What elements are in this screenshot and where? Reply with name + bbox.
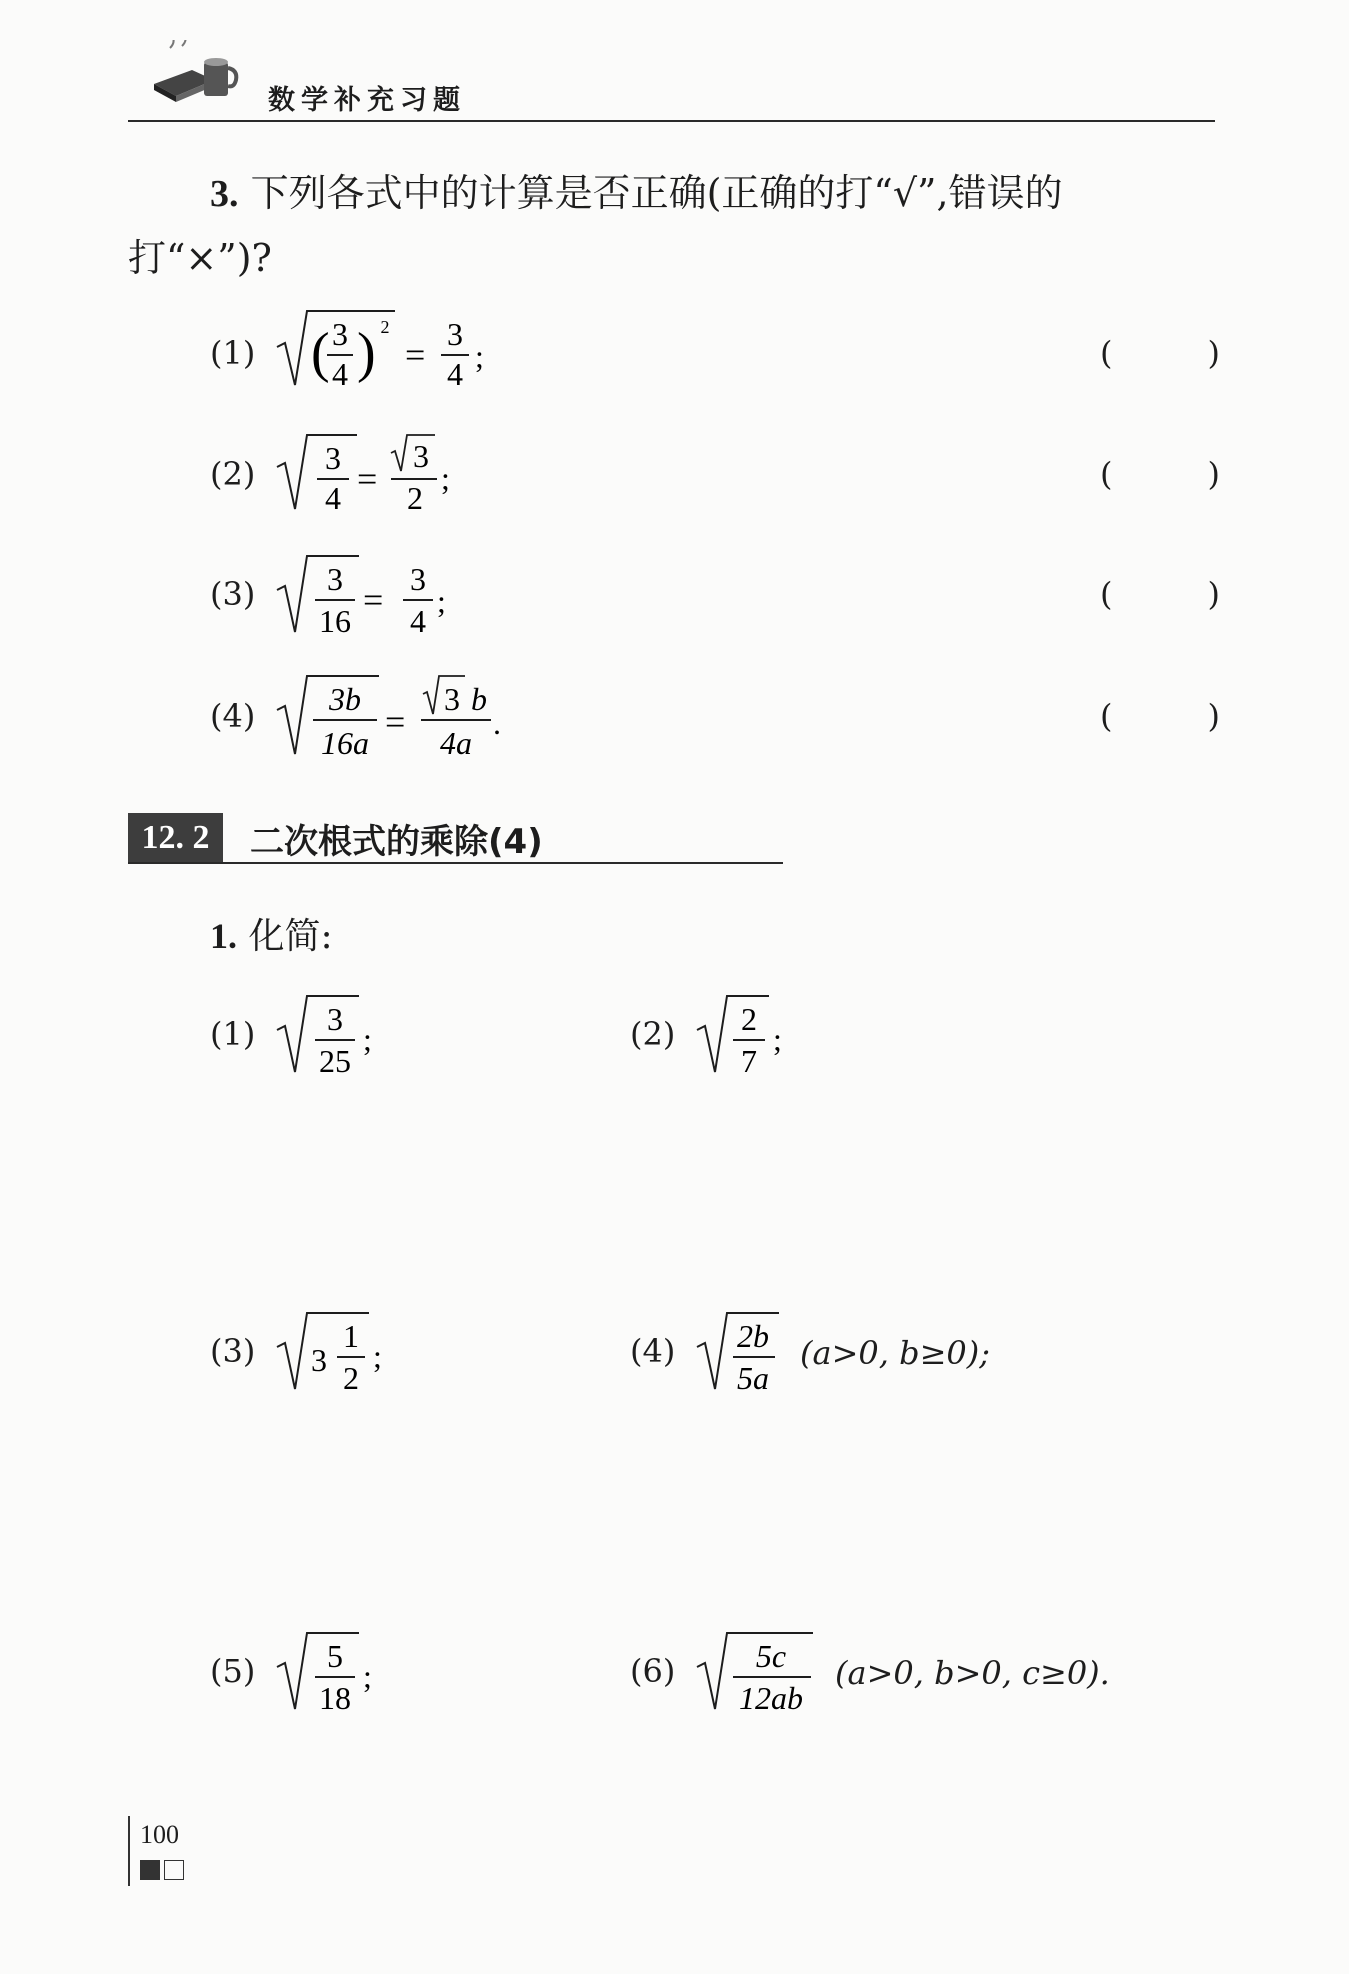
- q1-item6-condition: (a>0, b>0, c≥0).: [835, 1654, 1110, 1692]
- rhs-denominator: 4: [410, 603, 426, 638]
- q3-number: 3.: [210, 173, 239, 215]
- denominator: 25: [319, 1043, 351, 1078]
- q1-item1-formula: [275, 988, 415, 1078]
- q1-item5-formula: [275, 1625, 415, 1715]
- denominator: 5a: [737, 1360, 769, 1395]
- rhs-variable: b: [471, 681, 487, 717]
- footer-filled-square: [140, 1860, 160, 1880]
- denominator: 7: [741, 1043, 757, 1078]
- equals-sign: =: [363, 580, 384, 620]
- denominator: 18: [319, 1680, 351, 1715]
- q3-item1-answer-bracket[interactable]: ( ): [1100, 334, 1220, 372]
- terminator: ;: [363, 1658, 372, 1694]
- numerator: 3b: [329, 681, 361, 717]
- numerator: 5c: [755, 1638, 787, 1674]
- mixed-whole: 3: [311, 1342, 327, 1378]
- q3-item3-answer-bracket[interactable]: ( ): [1100, 575, 1220, 613]
- close-paren: ): [357, 322, 376, 384]
- q3-item3-label: (3): [210, 575, 256, 613]
- q3-item4-formula: [275, 668, 515, 760]
- footer-rule: [128, 1816, 130, 1886]
- q3-item2-formula: [275, 425, 475, 515]
- q3-prompt-line2: 打“×”)?: [128, 236, 272, 280]
- denominator: 4: [332, 356, 348, 392]
- q1-prompt-text: 化简:: [248, 916, 333, 957]
- numerator: 3: [332, 316, 348, 352]
- numerator: 3: [325, 440, 341, 476]
- q3-item4-answer-bracket[interactable]: ( ): [1100, 697, 1220, 735]
- exponent: 2: [380, 317, 390, 337]
- q1-prompt: [210, 908, 333, 959]
- q1-item1-label: (1): [210, 1015, 256, 1053]
- numerator: 3: [327, 561, 343, 597]
- rhs-numerator: 3: [447, 316, 463, 352]
- open-paren: (: [311, 322, 330, 384]
- numerator: 2b: [737, 1318, 769, 1354]
- q1-item4-condition: (a>0, b≥0);: [800, 1334, 990, 1372]
- terminator: ;: [441, 460, 450, 496]
- q3-item2-label: (2): [210, 455, 256, 493]
- page-number: 100: [140, 1820, 179, 1849]
- terminator: ;: [437, 583, 446, 619]
- q1-item4-label: (4): [630, 1332, 676, 1370]
- equals-sign: =: [405, 335, 426, 375]
- terminator: ;: [475, 338, 484, 374]
- denominator: 2: [343, 1360, 359, 1395]
- rhs-denominator: 4a: [440, 725, 472, 760]
- running-header-title: 数学补充习题: [268, 85, 466, 116]
- denominator: 16: [319, 603, 351, 638]
- q1-item2-formula: [695, 988, 835, 1078]
- q3-prompt-text: 下列各式中的计算是否正确(正确的打“√”,错误的: [250, 171, 1063, 215]
- q1-item6-label: (6): [630, 1652, 676, 1690]
- terminator: ;: [363, 1021, 372, 1057]
- q1-item5-label: (5): [210, 1652, 256, 1690]
- q3-item1-label: (1): [210, 334, 256, 372]
- numerator: 3: [327, 1001, 343, 1037]
- section-title: 二次根式的乘除(4): [250, 821, 543, 862]
- denominator: 4: [325, 480, 341, 515]
- rhs-denominator: 4: [447, 356, 463, 392]
- numerator: 1: [343, 1318, 359, 1354]
- q1-item6-formula: [695, 1625, 835, 1715]
- numerator: 5: [327, 1638, 343, 1674]
- denominator: 16a: [321, 725, 369, 760]
- rhs-radicand: 3: [413, 438, 429, 474]
- numerator: 2: [741, 1001, 757, 1037]
- equals-sign: =: [385, 702, 406, 742]
- section-rule: [128, 862, 783, 864]
- q3-item2-answer-bracket[interactable]: ( ): [1100, 455, 1220, 493]
- rhs-denominator: 2: [407, 480, 423, 515]
- equals-sign: =: [357, 459, 378, 499]
- q1-item2-label: (2): [630, 1015, 676, 1053]
- q1-number: 1.: [210, 916, 237, 956]
- q3-item1-formula: [275, 305, 515, 395]
- terminator: ;: [773, 1021, 782, 1057]
- terminator: .: [493, 705, 501, 741]
- q1-item3-label: (3): [210, 1332, 256, 1370]
- q3-item3-formula: [275, 548, 475, 638]
- terminator: ;: [373, 1338, 382, 1374]
- footer-empty-square: [164, 1860, 184, 1880]
- rhs-radicand: 3: [444, 681, 460, 717]
- header-rule: [128, 120, 1215, 122]
- q3-item4-label: (4): [210, 697, 256, 735]
- denominator: 12ab: [739, 1680, 803, 1715]
- section-number-badge: 12. 2: [128, 813, 223, 863]
- q1-item4-formula: [695, 1305, 805, 1395]
- q1-item3-formula: [275, 1305, 415, 1395]
- rhs-numerator: 3: [410, 561, 426, 597]
- book-and-mug-icon: [152, 40, 242, 110]
- q3-prompt-line1: [210, 160, 1063, 227]
